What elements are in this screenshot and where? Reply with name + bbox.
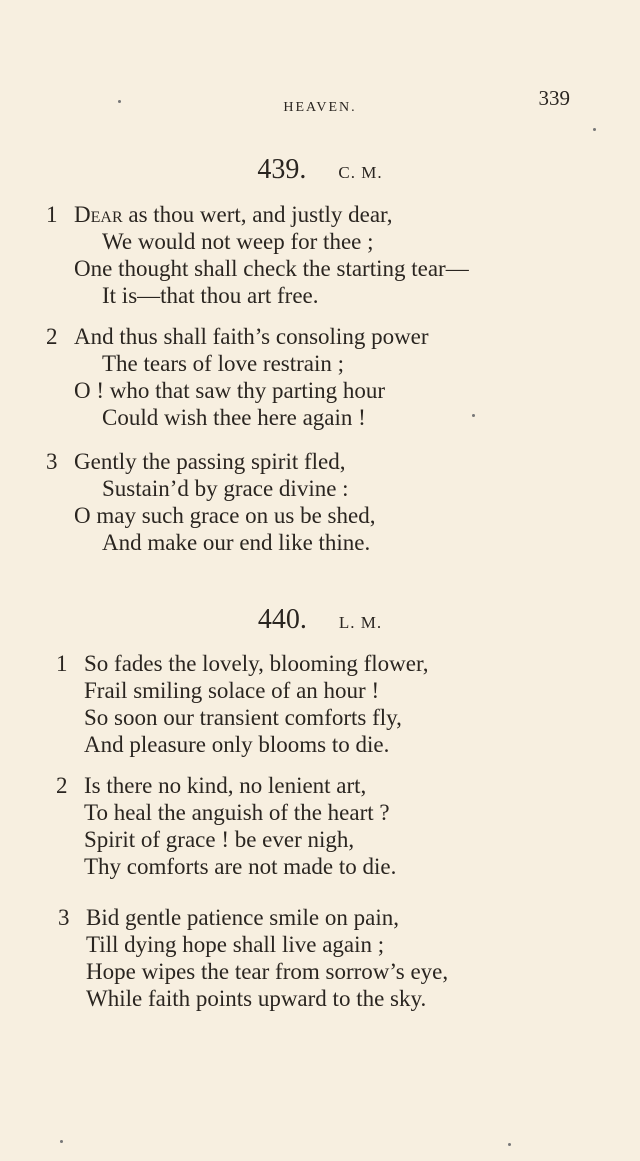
verse-line: Hope wipes the tear from sorrow’s eye, [86,959,449,984]
running-head: HEAVEN. [283,100,357,115]
line-text: Gently the passing spirit fled, [74,449,346,474]
verse-line: Sustain’d by grace divine : [102,476,349,501]
hymn-440-stanza-2 [56,772,616,880]
hymn-meter: C. M. [338,163,383,182]
verse-line [56,650,616,677]
verse-line: O ! who that saw thy parting hour [74,378,386,403]
hymn-439-stanza-1 [46,201,606,309]
stanza-number: 2 [46,324,58,349]
verse-line: It is—that thou art free. [102,283,319,308]
hymn-439-stanza-3 [46,448,606,556]
verse-line [46,448,606,475]
verse-line [58,904,618,931]
verse-line: So soon our transient comforts fly, [84,705,402,730]
scan-speck [60,1140,63,1143]
hymn-439-stanza-2 [46,323,606,431]
verse-line: O may such grace on us be shed, [74,503,376,528]
verse-line [46,323,606,350]
hymn-heading-440 [0,604,640,636]
verse-line: And make our end like thine. [102,530,371,555]
scan-speck [508,1143,511,1146]
verse-line [46,201,606,228]
hymn-number: 439. [257,154,307,185]
verse-line: Spirit of grace ! be ever nigh, [84,827,355,852]
line-text: So fades the lovely, blooming flower, [84,651,429,676]
hymn-heading-439 [0,154,640,186]
verse-line: The tears of love restrain ; [102,351,345,376]
hymn-440-stanza-3 [58,904,618,1012]
stanza-number: 1 [46,202,58,227]
stanza-number: 2 [56,773,68,798]
scan-speck [472,414,475,417]
verse-line: One thought shall check the starting tear— [74,256,469,281]
line-text: as thou wert, and justly dear, [122,202,393,227]
verse-line: While faith points upward to the sky. [86,986,427,1011]
verse-line: And pleasure only blooms to die. [84,732,390,757]
verse-line: To heal the anguish of the heart ? [84,800,390,825]
hymn-440-stanza-1 [56,650,616,758]
verse-line: We would not weep for thee ; [102,229,374,254]
stanza-number: 3 [58,905,70,930]
stanza-number: 1 [56,651,68,676]
line-text: And thus shall faith’s consoling power [74,324,429,349]
first-word: Dear [74,202,123,227]
hymn-meter: L. M. [338,613,383,632]
hymn-number: 440. [257,604,307,635]
verse-line [56,772,616,799]
stanza-number: 3 [46,449,58,474]
verse-line: Thy comforts are not made to die. [84,854,397,879]
verse-line: Frail smiling solace of an hour ! [84,678,380,703]
scan-speck [593,128,596,131]
line-text: Bid gentle patience smile on pain, [86,905,399,930]
page-number: 339 [538,86,570,110]
verse-line: Could wish thee here again ! [102,405,366,430]
scan-speck [118,100,121,103]
verse-line: Till dying hope shall live again ; [86,932,385,957]
line-text: Is there no kind, no lenient art, [84,773,367,798]
